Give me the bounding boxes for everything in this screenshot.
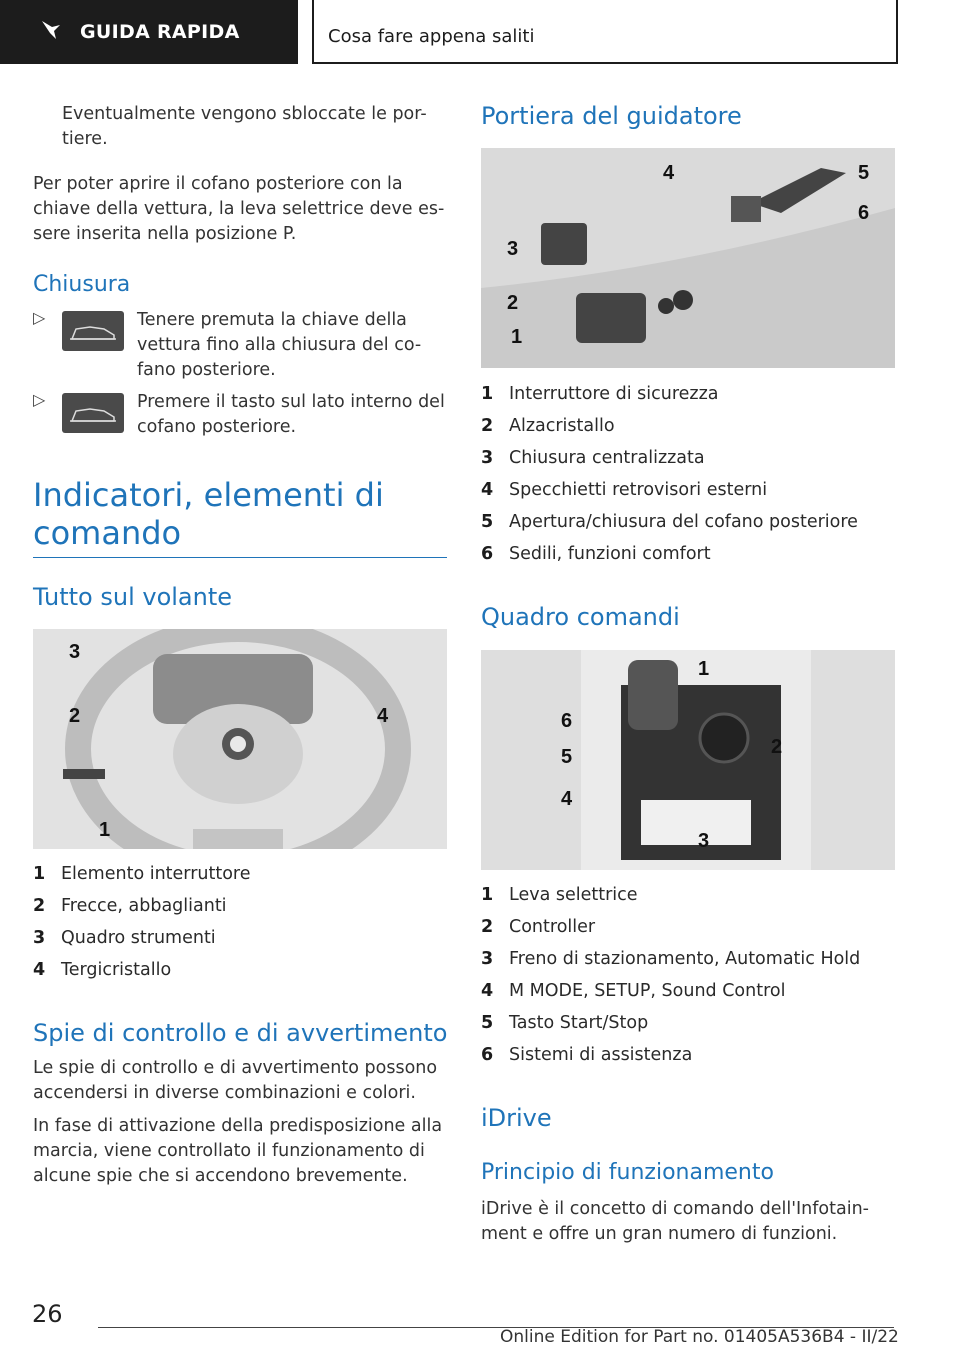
list-item [33, 890, 227, 922]
driver-door-image [481, 148, 895, 368]
star-icon [40, 19, 64, 46]
item-label: Apertura/chiusura del cofano posteriore [509, 512, 858, 532]
list-item [481, 378, 719, 410]
item-label: Tergicristallo [61, 960, 172, 980]
section-divider [33, 557, 447, 558]
paragraph: Per poter aprire il cofano posteriore con la chiave della vettura, la leva selettrice deve es-sere inserita nella posizione P. [33, 174, 445, 244]
section-title: GUIDA RAPIDA [80, 21, 240, 43]
callout: 3 [69, 641, 81, 663]
item-number: 3 [481, 949, 494, 969]
item-number: 4 [481, 480, 494, 500]
item-label: Elemento interruttore [61, 864, 251, 884]
bullet-text-1: Tenere premuta la chiave della vettura fino alla chiusura del co-fano posteriore. [137, 310, 422, 380]
bullet-marker: ▷ [33, 390, 46, 409]
callout: 6 [561, 710, 573, 732]
callout: 1 [99, 819, 111, 841]
chapter-title: Cosa fare appena saliti [328, 26, 535, 47]
item-number: 2 [33, 896, 46, 916]
callout: 3 [507, 238, 519, 260]
list-item [33, 954, 171, 986]
list-item [481, 474, 767, 506]
section-tab [0, 0, 298, 64]
callout: 5 [858, 162, 870, 184]
item-number: 3 [481, 448, 494, 468]
list-item [481, 538, 711, 570]
subheading-portiera: Portiera del guidatore [481, 102, 742, 130]
item-number: 1 [33, 864, 46, 884]
list-item [481, 506, 858, 538]
item-number: 3 [33, 928, 46, 948]
list-item [481, 1007, 648, 1039]
item-number: 1 [481, 885, 494, 905]
item-label: Alzacristallo [509, 416, 615, 436]
item-label: Tasto Start/Stop [509, 1013, 649, 1033]
trunk-icon [62, 393, 124, 433]
subheading-quadro: Quadro comandi [481, 603, 680, 631]
list-item [481, 879, 638, 911]
item-number: 5 [481, 1013, 494, 1033]
callout: 1 [511, 326, 523, 348]
callout: 6 [858, 202, 870, 224]
steering-wheel-image [33, 629, 447, 849]
item-label: Chiusura centralizzata [509, 448, 705, 468]
subheading-idrive: iDrive [481, 1104, 552, 1132]
callout: 4 [663, 162, 675, 184]
list-item [33, 922, 216, 954]
subheading-chiusura: Chiusura [33, 272, 131, 297]
list-item [481, 911, 595, 943]
trunk-icon [62, 311, 124, 351]
bullet-marker: ▷ [33, 308, 46, 327]
item-label: Interruttore di sicurezza [509, 384, 719, 404]
list-item [33, 858, 250, 890]
callout: 1 [698, 658, 710, 680]
bullet-text-2: Premere il tasto sul lato interno del cofano posteriore. [137, 392, 445, 437]
subheading-volante: Tutto sul volante [33, 583, 233, 611]
item-label: Sistemi di assistenza [509, 1045, 693, 1065]
list-item [481, 1039, 692, 1071]
item-label: Quadro strumenti [61, 928, 216, 948]
subheading-principio: Principio di funzionamento [481, 1160, 774, 1185]
item-label: Controller [509, 917, 596, 937]
callout: 4 [561, 788, 573, 810]
item-label: Freno di stazionamento, Automatic Hold [509, 949, 861, 969]
paragraph: In fase di attivazione della predisposizione alla marcia, viene controllato il funzionamento di alcune spie che si accendono brevemente. [33, 1116, 443, 1186]
item-label: Leva selettrice [509, 885, 638, 905]
item-number: 4 [481, 981, 494, 1001]
item-label: Frecce, abbaglianti [61, 896, 227, 916]
page-header [0, 0, 960, 66]
item-number: 6 [481, 1045, 494, 1065]
page-number: 26 [32, 1300, 63, 1328]
item-number: 5 [481, 512, 494, 532]
callout: 2 [69, 705, 81, 727]
item-label: Specchietti retrovisori esterni [509, 480, 768, 500]
paragraph: Le spie di controllo e di avvertimento possono accendersi in diverse combinazioni e colori. [33, 1058, 438, 1103]
callout: 4 [377, 705, 389, 727]
section-heading: Indicatori, elementi di comando [33, 476, 384, 552]
control-panel-image [481, 650, 895, 870]
intro-text: Eventualmente vengono sbloccate le por-tiere. [62, 104, 427, 149]
callout: 5 [561, 746, 573, 768]
callout: 2 [771, 736, 783, 758]
item-number: 1 [481, 384, 494, 404]
subheading-spie: Spie di controllo e di avvertimento [33, 1019, 448, 1047]
item-number: 2 [481, 416, 494, 436]
item-label: Sedili, funzioni comfort [509, 544, 711, 564]
item-number: 2 [481, 917, 494, 937]
list-item [481, 943, 860, 975]
list-item [481, 442, 705, 474]
item-label: M MODE, SETUP, Sound Control [509, 981, 786, 1001]
item-number: 4 [33, 960, 46, 980]
paragraph: iDrive è il concetto di comando dell'Infotain-ment e offre un gran numero di funzioni. [481, 1199, 869, 1244]
item-number: 6 [481, 544, 494, 564]
chapter-tab [312, 0, 898, 64]
callout: 2 [507, 292, 519, 314]
callout: 3 [698, 830, 710, 852]
list-item [481, 975, 785, 1007]
list-item [481, 410, 615, 442]
edition-text: Online Edition for Part no. 01405A536B4 - II/22 [500, 1327, 899, 1347]
